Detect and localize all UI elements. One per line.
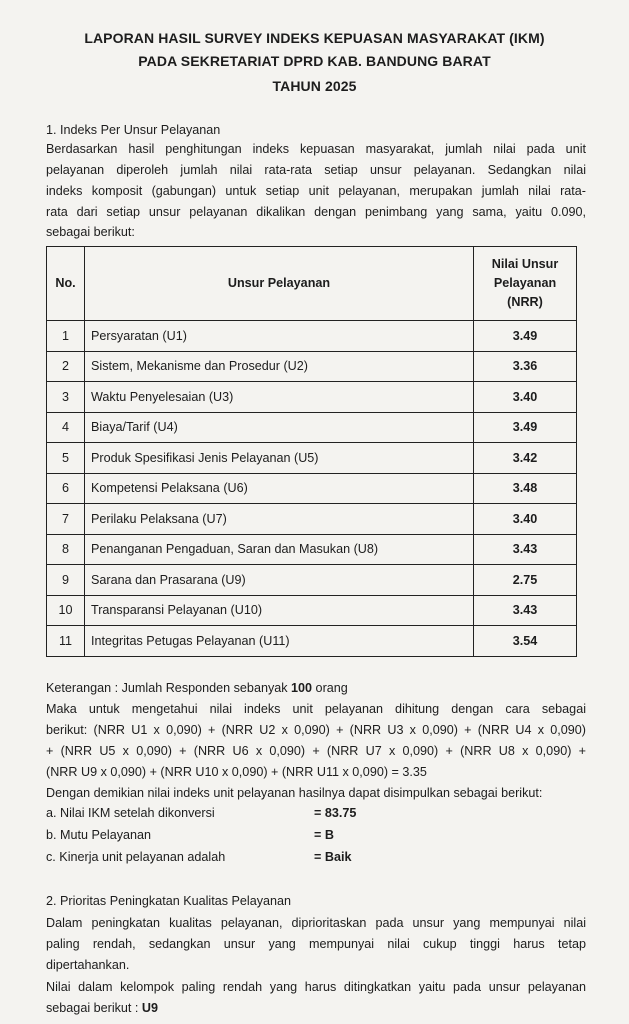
table-row (47, 595, 577, 626)
row-no: 10 (47, 595, 85, 626)
table-row (47, 351, 577, 382)
report-title-line-1: LAPORAN HASIL SURVEY INDEKS KEPUASAN MASYARAKAT (IKM) (84, 30, 545, 46)
calc-line: berikut: (NRR U1 x 0,090) + (NRR U2 x 0,090) + (NRR U3 x 0,090) + (NRR U4 x 0,090) (46, 723, 586, 737)
table-row (47, 626, 577, 657)
header-nrr-line-3: (NRR) (507, 295, 543, 309)
row-unsur: Waktu Penyelesaian (U3) (85, 382, 474, 413)
row-unsur: Integritas Petugas Pelayanan (U11) (85, 626, 474, 657)
row-nrr: 3.40 (474, 504, 577, 535)
calc-line: (NRR U9 x 0,090) + (NRR U10 x 0,090) + (NRR U11 x 0,090) = 3.35 (46, 765, 427, 779)
row-no: 4 (47, 412, 85, 443)
header-nrr (474, 247, 577, 321)
row-no: 3 (47, 382, 85, 413)
header-no: No. (47, 247, 85, 321)
row-no: 6 (47, 473, 85, 504)
row-nrr: 3.54 (474, 626, 577, 657)
section-1-para-line: pelayanan diperoleh jumlah nilai rata-rata setiap unsur pelayanan. Sedangkan nilai (46, 163, 586, 177)
result-value: = Baik (314, 850, 352, 864)
priority-value: U9 (141, 1001, 159, 1015)
row-nrr: 3.43 (474, 595, 577, 626)
header-unsur: Unsur Pelayanan (85, 247, 474, 321)
table-header-row (47, 247, 577, 321)
row-nrr: 3.48 (474, 473, 577, 504)
calc-line: Maka untuk mengetahui nilai indeks unit pelayanan dihitung dengan cara sebagai (46, 702, 586, 716)
row-unsur: Persyaratan (U1) (85, 321, 474, 352)
row-nrr: 3.49 (474, 412, 577, 443)
section-1-para-line: Berdasarkan hasil penghitungan indeks kepuasan masyarakat, jumlah nilai pada unit (46, 142, 586, 156)
row-no: 5 (47, 443, 85, 474)
row-no: 8 (47, 534, 85, 565)
section-2-para-line: Dalam peningkatan kualitas pelayanan, diprioritaskan pada unsur yang mempunyai nilai (46, 916, 586, 930)
calc-line: + (NRR U5 x 0,090) + (NRR U6 x 0,090) + (NRR U7 x 0,090) + (NRR U8 x 0,090) + (46, 744, 586, 758)
keterangan-suffix: orang (312, 681, 348, 695)
result-label: c. Kinerja unit pelayanan adalah (46, 850, 226, 864)
row-unsur: Kompetensi Pelaksana (U6) (85, 473, 474, 504)
row-nrr: 3.42 (474, 443, 577, 474)
section-1-para-line: rata dari setiap unsur pelayanan dikalikan dengan penimbang yang sama, yaitu 0.090, (46, 205, 586, 219)
table-row (47, 565, 577, 596)
section-1-para-line: indeks komposit (gabungan) untuk setiap unit pelayanan, merupakan jumlah nilai rata- (46, 184, 586, 198)
table-row (47, 321, 577, 352)
row-no: 1 (47, 321, 85, 352)
keterangan-line (46, 680, 586, 696)
row-unsur: Sistem, Mekanisme dan Prosedur (U2) (85, 351, 474, 382)
calc-line: Dengan demikian nilai indeks unit pelayanan hasilnya dapat disimpulkan sebagai berikut: (46, 786, 543, 800)
row-nrr: 3.49 (474, 321, 577, 352)
row-unsur: Biaya/Tarif (U4) (85, 412, 474, 443)
row-nrr: 3.43 (474, 534, 577, 565)
row-nrr: 2.75 (474, 565, 577, 596)
section-2-para-line: dipertahankan. (46, 958, 130, 972)
row-unsur: Produk Spesifikasi Jenis Pelayanan (U5) (85, 443, 474, 474)
row-no: 11 (47, 626, 85, 657)
section-2-para-line: paling rendah, sedangkan unsur yang mempunyai nilai cukup tinggi harus tetap (46, 937, 586, 951)
result-label: a. Nilai IKM setelah dikonversi (46, 806, 215, 820)
result-row (46, 828, 334, 842)
result-label: b. Mutu Pelayanan (46, 828, 152, 842)
keterangan-prefix: Keterangan : Jumlah Responden sebanyak (46, 681, 292, 695)
section-2-last-line (46, 1000, 586, 1016)
row-unsur: Transparansi Pelayanan (U10) (85, 595, 474, 626)
result-value: = B (314, 828, 334, 842)
respondent-count: 100 (291, 681, 313, 695)
priority-prefix: sebagai berikut : (46, 1001, 142, 1015)
header-nrr-line-2: Pelayanan (493, 276, 557, 290)
row-no: 9 (47, 565, 85, 596)
row-unsur: Perilaku Pelaksana (U7) (85, 504, 474, 535)
row-unsur: Sarana dan Prasarana (U9) (85, 565, 474, 596)
section-2-heading: 2. Prioritas Peningkatan Kualitas Pelayanan (46, 894, 292, 908)
row-nrr: 3.40 (474, 382, 577, 413)
row-no: 7 (47, 504, 85, 535)
table-row (47, 473, 577, 504)
result-row (46, 850, 352, 864)
header-nrr-line-1: Nilai Unsur (491, 257, 559, 271)
row-no: 2 (47, 351, 85, 382)
section-2-para-line: Nilai dalam kelompok paling rendah yang harus ditingkatkan yaitu pada unsur pelayanan (46, 980, 586, 994)
table-row (47, 412, 577, 443)
section-1-para-line: sebagai berikut: (46, 225, 135, 239)
nrr-table (46, 246, 577, 657)
table-row (47, 534, 577, 565)
row-nrr: 3.36 (474, 351, 577, 382)
result-value: = 83.75 (314, 806, 357, 820)
result-row (46, 806, 357, 820)
table-row (47, 382, 577, 413)
report-title-line-3: TAHUN 2025 (272, 78, 357, 94)
table-row (47, 443, 577, 474)
section-1-heading: 1. Indeks Per Unsur Pelayanan (46, 123, 221, 137)
report-title-line-2: PADA SEKRETARIAT DPRD KAB. BANDUNG BARAT (138, 53, 491, 69)
row-unsur: Penanganan Pengaduan, Saran dan Masukan (U8) (85, 534, 474, 565)
table-row (47, 504, 577, 535)
